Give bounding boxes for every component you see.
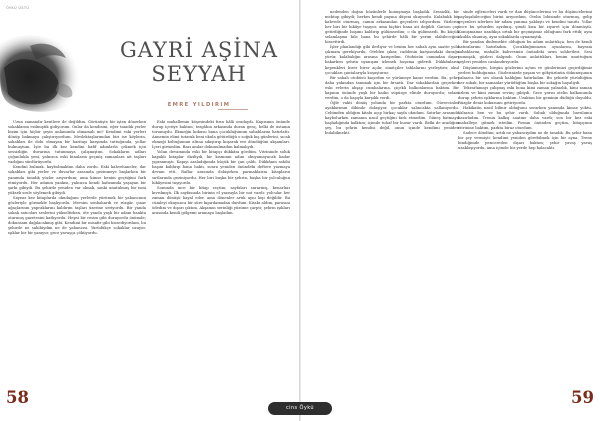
article-title bbox=[106, 38, 292, 86]
paragraph: İşler planlandığı gibi ilerliyor ve benim her sabah aynı saatte yola çıkmam gerekiyordu. Otelden çıkar, caddenin karşısındaki durağa yürür, kalabalığın arasına karışırdım. Otobüsün camından dışarı bakarken şehrin uyanışını izlemek hoşuma giderdi. Dükkânların kepenkleri birer birer açılır, simitçiler tablalarını yerleştirir, okul çocukları çantalarıyla koşuşturur. bbox=[325, 45, 459, 75]
paragraph: Bir yandan dinlemekte olduğum bu adam anlattıkça, ben de kendi hatıralarımı hatırladım. Çocukluğumuzun oyunlarını, bayram sabahlarını, mahalle kahvesinin önündeki uzun sohbetleri. Sesi yumuşak, gözleri dalgındı. Onun anlattıkları, benim unuttuğum şeyleri yeniden canlandırıyordu. bbox=[458, 40, 592, 65]
paragraph: Eski mahallemin köşesindeki fırın hâlâ oradaydı. Kapısının önünde durup içeriye baktım; tezgâhın arkasında duran genç, belki de ustanın torunuydu. Ekmeğin kokusu bana çocukluğumun sabahlarını hatırlattı. Annemin elimi tutarak beni okula götürdüğü o soğuk kış günlerini, sıcak ekmeği koltuğumun altına sıkıştırıp koşarak eve döndüğüm akşamları. İçeri girmedim. Bazı anılar dokunulmadan kalmalıydı. bbox=[152, 120, 290, 150]
paragraph: Öğle vakti dönüş yolunda bir parkta oturdum. Güvercinler ayaklarımın dibinde dolaşıyor, çocuklar salıncakta sallanıyordu. Cebimden aldığım kitabı açıp birkaç sayfa okudum. Satırlar arasında kaybolurken zamanın nasıl geçtiğini fark etmedim. Güneş batmaya başladığında kalktım; içimde tuhaf bir huzur vardı. Belki de aradığım şey, bu şehrin kendisi değil, onun içinde kendimi yeniden bulabilmekti. bbox=[325, 100, 459, 136]
section-tag: ÖYKÜ ÜSTÜ bbox=[6, 6, 30, 10]
paragraph: Bir sabah otobüsü kaçırdım ve yürümeye karar verdim. Bu, şehri daha yakından tanımak için bir fırsattı. Dar sokaklardan geçerken eski evlerin ahşap cumbalarına, çiçekli balkonlarına baktım. Bir kapının önünde yaşlı bir kadın süpürge elinde duruyordu; selam verdim, o da başıyla karşılık verdi. bbox=[325, 75, 459, 100]
page-number-left: 58 bbox=[6, 388, 29, 407]
paragraph: Hakikatin nasıl bilinir olduğunu sorarken yanımda kimse yoktu. Yalnızca ben ve bu şehir vardı. Sabah olduğunda bavulumu hazırladım. Trenin kalkış saatine daha vardı; son bir kez eski mahalleye gitmek istedim. Fırının önünden geçtim, kitapçının vitrinine baktım, parkta biraz oturdum. bbox=[458, 105, 592, 131]
right-page bbox=[301, 0, 600, 421]
right-column-1 bbox=[325, 10, 459, 390]
left-column-2 bbox=[152, 120, 290, 392]
paragraph: Sayısız kez kitaplarda okuduğum yerlerde yürümek bir yabancının gözleriyle görmekle başlıyordu. Mevsim sonbahardı ve rüzgâr, çınar ağaçlarının yapraklarını kaldırım taşları üzerine seriyordu. Bir yanda sokak satıcıları seslerini yükseltirken, öte yanda yaşlı bir adam bankta oturmuş gazetesini katlıyordu. Hepsi bir resim gibi duruyordu önümde; dokunsam dağılacakmış gibi. Kendimi bir misafir gibi hissediyordum, bu şehirde ne sahibiydim ne de yabancısı. Yürüdükçe sokaklar uzuyor, ışıklar bir bir yanıyor, gece yavaşça çöküyordu. bbox=[8, 195, 146, 236]
paragraph: Yolun devamında eski bir kitapçı dükkânı gördüm. Vitrininde soluk kapaklı kitaplar diziliydi, bir kısmının adını okuyamayacak kadar yıpranmıştı. Kapıyı araladığımda küçük bir çan çaldı. Dükkânın sahibi başını kaldırıp bana baktı, sonra yeniden önündeki deftere yazmaya devam etti. Raflar arasında dolaşırken parmaklarım kitapların sırtlarında geziniyordu. Her biri başka bir şehrin, başka bir yolculuğun hikâyesini taşıyordu. bbox=[152, 150, 290, 185]
paragraph: Tekrarlamayı çalışmış eski bona kimi zaman yalnızlık, kimi zaman özlem ve kimi zaman sevinç gibiydi. Gece yarısı otelin balkonunda durup şehrin ışıklarına baktım. Uzaktan bir geminin düdüğü duyuldu. Rüzgâr deniz kokusunu getiriyordu. bbox=[458, 85, 592, 105]
magazine-footer-badge: cins Öykü bbox=[268, 402, 332, 415]
paragraph: Sadece döndüm; artık ne yabancıydım ne de tanıdık. Bu şehir bana bir şey vermişti: kendimi yeniden görebilmek için bir ayna. Trene bindiğimde pencereden dışarı baktım; şehir yavaş yavaş uzaklaşıyordu, ama içimde bir yerde hep kalacaktı. bbox=[458, 131, 592, 151]
paragraph: Kendini bulmak, kaybolmaktan daha zordu. Eski kahvehaneler, dar sokakları gibi yerler ve duvarlar arasında gezinmeye başlarken bir yanımda tanıdık yüzler arıyordum; ama kimse benim geçtiğimi fark etmiyordu. Her adımın yankısı, yalnızca kendi hafızamda yaşayan bir şarkı gibiydi. Bu şehirde yeniden var olmak, sanki unutulmuş bir ismi yüksek sesle söylemek gibiydi. bbox=[8, 165, 146, 195]
paragraph: Uzun zamandır kentlere de değildim. Görünüşte bir işten dönerken sokaklarım ezilmiştik gidiyorum. Onlar da kendisini, eğer tanıdık yerler bizim için hiçbir şeyin anlamında olmamalı mı? Kendimi eski yerleri dönüp bakmaya çalıştırıyordum. Meslektaşlarımdan biri ise köylerin, sokakları ile dolu olmayan bir haritayı karşımda tuttuğunda, yollar bulmuştum. İşte bu ilk kez kendini hafif adımlarla çekmek için sessizliğin duvarına tutunmaya çalışmıştım. Sokakların adları çoğunlukla yeni, yalnızca eski binaların geçmiş zamanlara ait taşları varlığını sürdürüyordu. bbox=[8, 120, 146, 165]
right-column-2 bbox=[458, 10, 592, 390]
title-line-1: GAYRİ AŞİNA bbox=[119, 38, 279, 62]
author-name: EMRE YILDIRIM bbox=[167, 102, 231, 108]
title-line-2: SEYYAH bbox=[151, 62, 247, 86]
author-divider bbox=[218, 109, 248, 110]
ink-wash-icon bbox=[0, 24, 96, 120]
left-column-1 bbox=[8, 120, 146, 392]
paragraph: Düşünmeyin, birgün gözlerimi açtım ve günlerimizi geçirdiğimiz yerleri bulduğumuz. Gözlerinizde yaşam ve gökyüzünün dokunuşunun yalnızca bir ses olarak kaldığını hatırladım. Bu şehirde yürüdüğüm her sokak, bir zamanlar yürüdüğüm başka bir sokağın hayaliydi. bbox=[458, 65, 592, 85]
left-page bbox=[0, 0, 299, 421]
paragraph: Sonunda ince bir kitap seçtim; sayfaları sararmış, kenarları kıvrılmıştı. İlk sayfasında birinin el yazısıyla bir not vardı: yolcular her zaman dönüşü hayal eder, ama dönenler artık aynı kişi değildir. Bu cümleyi okuyunca bir süre kıpırdamadan durdum. Kitabı aldım, parasını ödedim ve dışarı çıktım. Akşamın serinliği yüzüme çarptı; şehrin ışıkları arasında kendi gölgemi aramaya başladım. bbox=[152, 185, 290, 215]
paragraph: sinde eğlenceleri vardı ve dan düşüncelerimi ve bu düşüncelerimi paylaşabileceğim birini arıyordum. Otelin lobisinde oturmuş, gelip geçenleri izlerken bir adam yanıma yaklaştı ve kendini tanıttı. Yıllar önce bu şehirden ayrılmış, şimdi kısa bir ziyaret için dönmüştü. Konuşmamız uzadıkça ortak bir geçmişimiz olduğunu fark ettik; aynı okulda okumuş, aynı sokaklarda oynamıştık. bbox=[458, 10, 592, 40]
page-number-right: 59 bbox=[571, 388, 594, 407]
paragraph: nedenden doğan hüzünlerle konuşmaya başladık. Sessizlik, bir mektup gibiydi; herkes kendi payına düşeni okuyordu. Kalabalık bir kahvede oturmuş, camın arkasından geçenleri izliyordum. Yüzlerin her biri bir hikâye taşıyor, ama hiçbiri bana ait değildi. Garson çay getirdiğinde başımı kaldırıp gülümsedim; o da gülümsedi. Bu küçük selamlaşma bile bana bu şehirde hâlâ bir yerim olabileceğini hissettirdi. bbox=[325, 10, 459, 45]
